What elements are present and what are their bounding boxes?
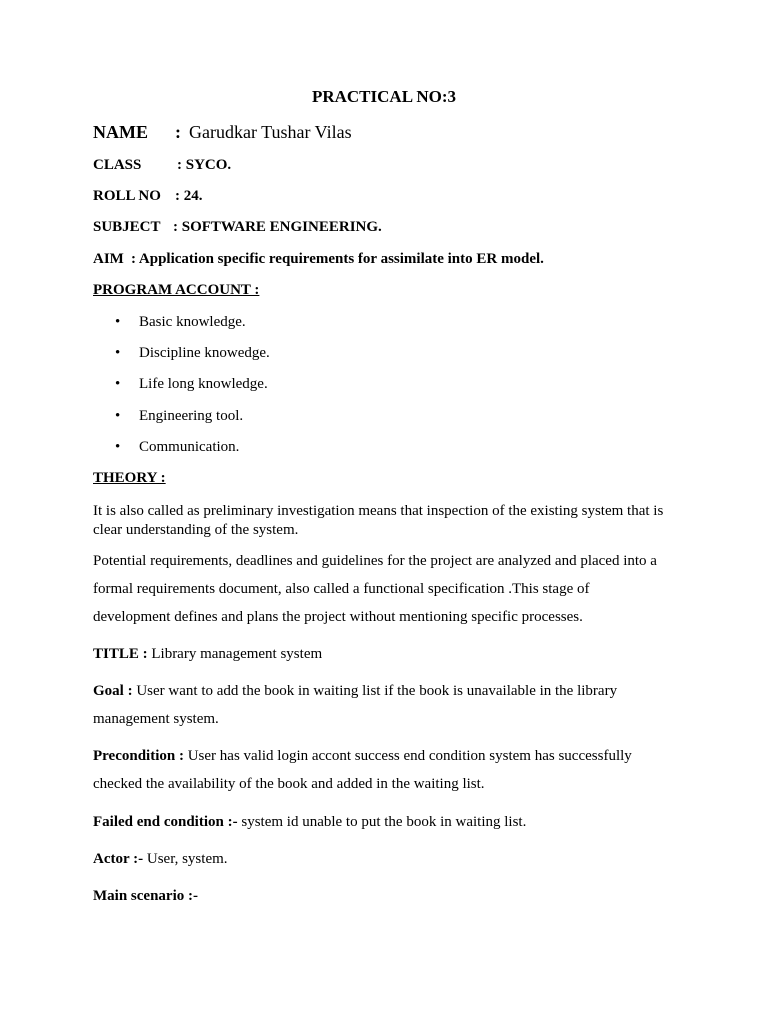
main-scenario-heading: Main scenario :- [93, 888, 198, 904]
list-item [115, 376, 268, 393]
list-item [115, 314, 246, 331]
title-row [93, 646, 322, 663]
failed-end-condition-row [93, 814, 526, 831]
list-item-text: Communication. [139, 439, 240, 455]
bullet-icon: • [115, 345, 121, 361]
goal-label: Goal : [93, 683, 133, 699]
bullet-icon: • [115, 376, 121, 392]
name-separator: : [175, 122, 181, 142]
subject-value: : SOFTWARE ENGINEERING. [173, 219, 382, 235]
bullet-icon: • [115, 439, 121, 455]
theory-paragraph-2-line-3: development defines and plans the project without mentioning specific processes. [93, 609, 583, 625]
precondition-row [93, 748, 632, 765]
name-value: Garudkar Tushar Vilas [189, 122, 352, 142]
goal-continuation: management system. [93, 711, 219, 727]
aim-label: AIM [93, 251, 124, 267]
class-value: : SYCO. [177, 157, 232, 173]
class-label: CLASS [93, 157, 142, 173]
list-item [115, 345, 270, 362]
theory-paragraph-1: It is also called as preliminary investigation means that inspection of the existing system that is clear understanding of the system. [93, 503, 664, 538]
theory-paragraph-2-line-2: formal requirements document, also called a functional specification .This stage of [93, 581, 590, 597]
list-item [115, 408, 243, 425]
list-item-text: Basic knowledge. [139, 314, 246, 330]
aim-value: : Application specific requirements for assimilate into ER model. [131, 251, 544, 267]
list-item-text: Discipline knowedge. [139, 345, 270, 361]
aim-row [93, 251, 544, 268]
precondition-value: User has valid login accont success end condition system has successfully [187, 748, 632, 764]
goal-value: User want to add the book in waiting list if the book is unavailable in the library [136, 683, 618, 699]
bullet-icon: • [115, 408, 121, 424]
name-row [93, 122, 352, 143]
theory-paragraph-2-line-1: Potential requirements, deadlines and guidelines for the project are analyzed and placed into a [93, 553, 657, 569]
actor-label: Actor :- [93, 851, 144, 867]
list-item-text: Engineering tool. [139, 408, 244, 424]
precondition-continuation: checked the availability of the book and added in the waiting list. [93, 776, 485, 792]
subject-row [93, 219, 382, 236]
goal-row [93, 683, 617, 700]
actor-row [93, 851, 228, 868]
actor-value: User, system. [146, 851, 228, 867]
failed-end-condition-value: system id unable to put the book in waiting list. [241, 814, 527, 830]
bullet-icon: • [115, 314, 121, 330]
page-title: PRACTICAL NO:3 [311, 87, 457, 106]
roll-row [93, 188, 203, 205]
roll-value: : 24. [175, 188, 203, 204]
class-row [93, 157, 231, 174]
title-value: Library management system [151, 646, 323, 662]
precondition-label: Precondition : [93, 748, 184, 764]
roll-label: ROLL NO [93, 188, 161, 204]
subject-label: SUBJECT [93, 219, 161, 235]
list-item-text: Life long knowledge. [139, 376, 268, 392]
theory-heading: THEORY : [93, 470, 166, 486]
list-item [115, 439, 239, 456]
name-label: NAME [93, 122, 148, 142]
title-label: TITLE : [93, 646, 148, 662]
failed-end-condition-label: Failed end condition :- [93, 814, 238, 830]
program-account-heading: PROGRAM ACCOUNT : [93, 282, 260, 298]
